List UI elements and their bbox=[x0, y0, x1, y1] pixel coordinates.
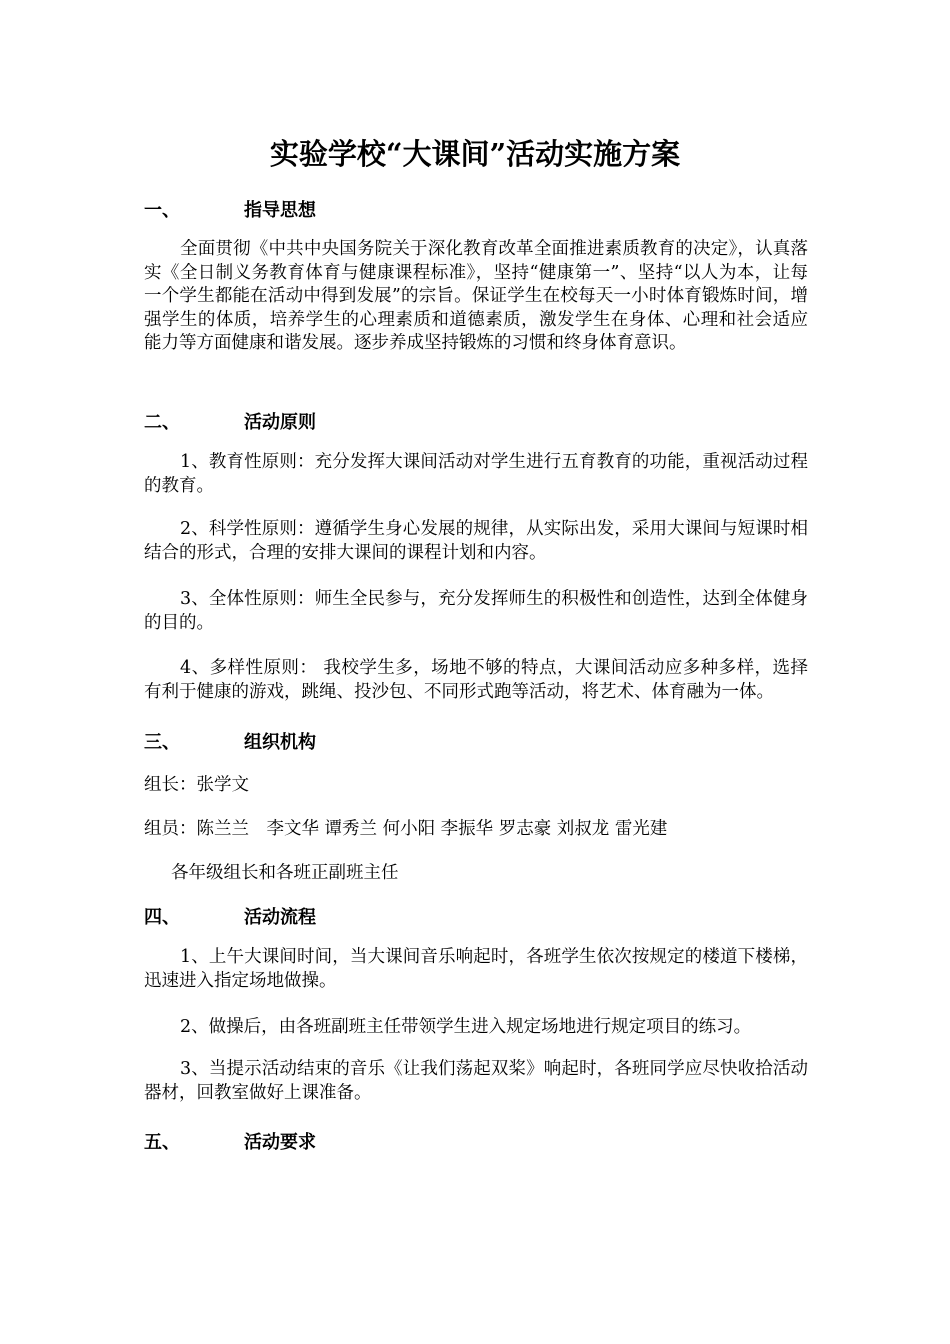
paragraph: 1、上午大课间时间，当大课间音乐响起时，各班学生依次按规定的楼道下楼梯，迅速进入指定场地做操。 bbox=[144, 947, 808, 991]
section-number: 一、 bbox=[144, 200, 180, 221]
note-line: 各年级组长和各班正副班主任 bbox=[171, 863, 399, 883]
section-heading-1 bbox=[144, 196, 316, 222]
paragraph: 4、多样性原则： 我校学生多，场地不够的特点，大课间活动应多种多样，选择有利于健康的游戏，跳绳、投沙包、不同形式跑等活动，将艺术、体育融为一体。 bbox=[144, 658, 808, 702]
paragraph: 3、当提示活动结束的音乐《让我们荡起双桨》响起时，各班同学应尽快收拾活动器材，回教室做好上课准备。 bbox=[144, 1059, 808, 1103]
section-heading-5 bbox=[144, 1128, 316, 1154]
paragraph: 3、全体性原则：师生全民参与，充分发挥师生的积极性和创造性，达到全体健身的目的。 bbox=[144, 589, 808, 633]
section-number: 三、 bbox=[144, 732, 180, 753]
section-title: 组织机构 bbox=[244, 732, 316, 753]
paragraph: 1、教育性原则：充分发挥大课间活动对学生进行五育教育的功能，重视活动过程的教育。 bbox=[144, 452, 808, 496]
section-number: 五、 bbox=[144, 1132, 180, 1153]
section-title: 活动原则 bbox=[244, 412, 316, 433]
section-title: 活动要求 bbox=[244, 1132, 316, 1153]
paragraph: 2、做操后，由各班副班主任带领学生进入规定场地进行规定项目的练习。 bbox=[180, 1017, 752, 1037]
section-number: 二、 bbox=[144, 412, 180, 433]
leader-line: 组长：张学文 bbox=[144, 775, 249, 795]
section-title: 活动流程 bbox=[244, 907, 316, 928]
paragraph: 全面贯彻《中共中央国务院关于深化教育改革全面推进素质教育的决定》，认真落实《全日制义务教育体育与健康课程标准》，坚持“健康第一”、坚持“以人为本，让每一个学生都能在活动中得到发展”的宗旨。保证学生在校每天一小时体育锻炼时间，增强学生的体质，培养学生的心理素质和道德素质，激发学生在身体、心理和社会适应能力等方面健康和谐发展。逐步养成坚持锻炼的习惯和终身体育意识。 bbox=[144, 239, 808, 353]
members-line: 组员：陈兰兰 李文华 谭秀兰 何小阳 李振华 罗志豪 刘叔龙 雷光建 bbox=[144, 819, 668, 839]
section-title: 指导思想 bbox=[244, 200, 316, 221]
section-heading-4 bbox=[144, 903, 316, 929]
section-heading-2 bbox=[144, 408, 316, 434]
section-heading-3 bbox=[144, 728, 316, 754]
section-number: 四、 bbox=[144, 907, 180, 928]
paragraph: 2、科学性原则：遵循学生身心发展的规律，从实际出发，采用大课间与短课时相结合的形式，合理的安排大课间的课程计划和内容。 bbox=[144, 519, 808, 563]
document-title: 实验学校“大课间”活动实施方案 bbox=[269, 137, 681, 171]
